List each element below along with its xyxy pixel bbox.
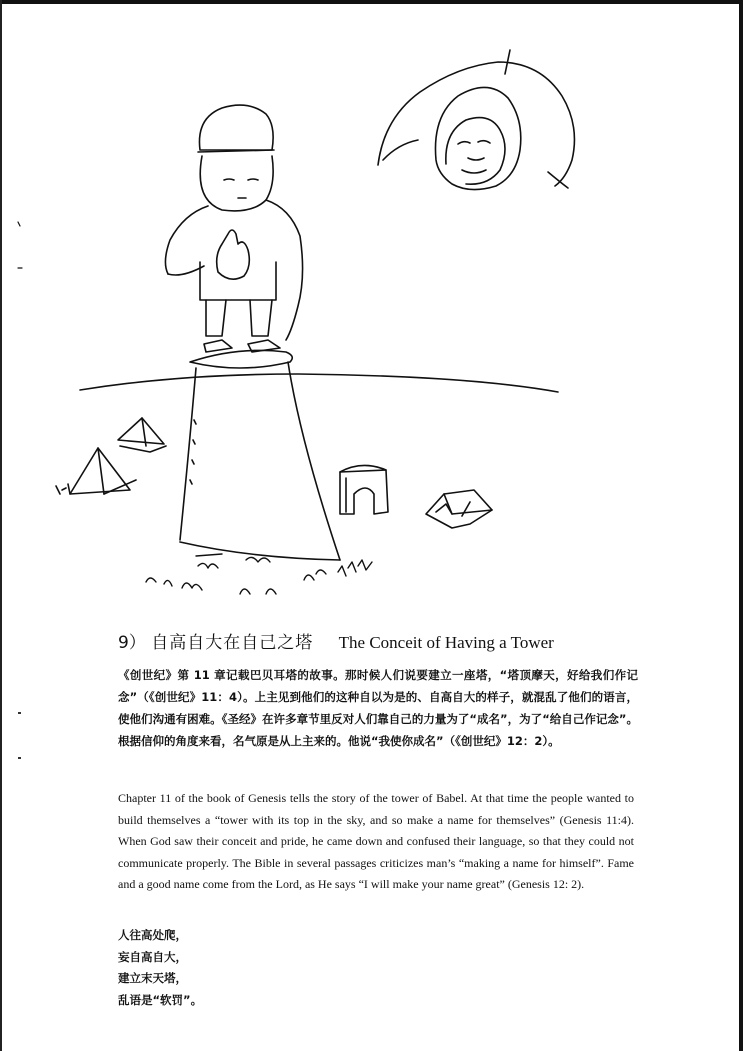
poem-line: 建立末天塔， [118,971,187,985]
tower-drawing [180,350,340,560]
poem-line: 乱语是“软罚”。 [118,992,203,1007]
scan-speck [18,712,21,714]
section-heading [118,628,678,653]
ruin-drawing [426,490,492,528]
proud-man-drawing [165,105,302,352]
paragraph-chinese: 《创世纪》第 11 章记载巴贝耳塔的故事。那时候人们说要建立一座塔，“塔顶摩天，好给我们作记念”（《创世纪》11：4）。上主见到他们的这种自以为是的、自高自大的样子，就混乱了他们的语言，使他们沟通有困难。《圣经》在许多章节里反对人们靠自己的力量为了“成名”，为了“给自己作记念”。根据信仰的角度来看，名气原是从上主来的。他说“我使你成名”（《创世纪》12：2）。 [118,668,638,748]
paragraph-english: Chapter 11 of the book of Genesis tells the story of the tower of Babel. At that time the people wanted to build themselves a “tower with its top in the sky, and so make a name for themselves” (Genesis 11:4). When God saw their conceit and pride, he came down and confused their language, so that they could not communicate properly. The Bible in several passages criticizes man’s “making a name for himself”. Fame and a good name come from the Lord, as He says “I will make your name great” (Genesis 12: 2). [118,791,634,891]
horizon-line [80,374,558,392]
section-number: 9） [118,633,146,653]
section-title-en: The Conceit of Having a Tower [338,633,554,652]
poem-line: 人往高处爬， [118,928,187,942]
arch-drawing [340,465,388,514]
god-face-drawing [378,50,574,190]
scan-speck [18,757,21,759]
section-title-cn: 自高自大在自己之塔 [151,633,314,653]
poem-line: 妄自高自大， [118,949,187,964]
poem [118,925,418,1011]
pyramids-drawing [56,418,166,494]
